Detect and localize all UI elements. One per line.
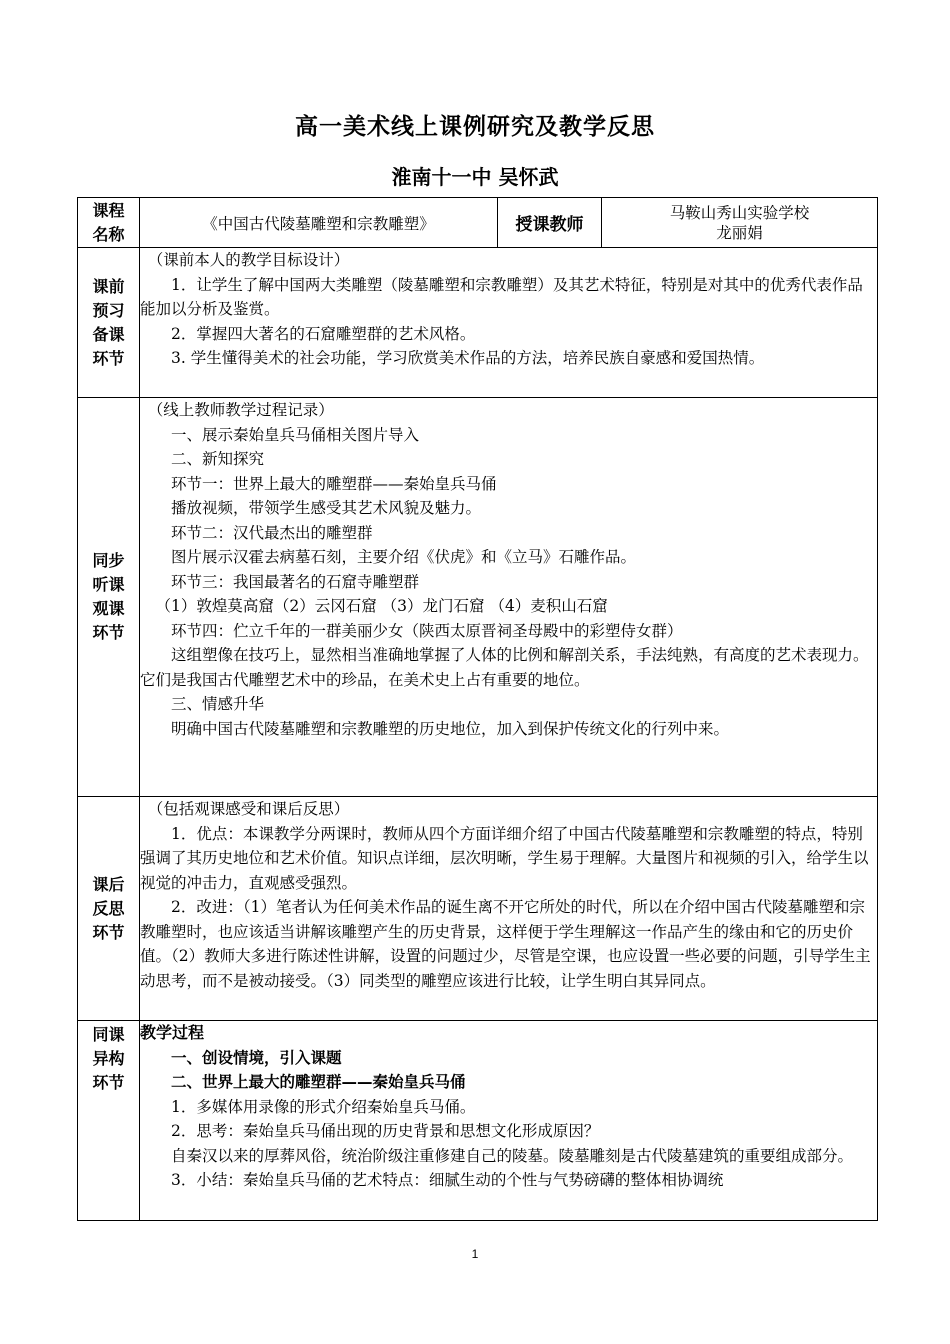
label-text: 课后 反思 环节 (92, 874, 125, 942)
paragraph: 环节一：世界上最大的雕塑群——秦始皇兵马俑 (171, 474, 497, 493)
label-text: 课前 预习 备课 环节 (92, 276, 125, 368)
document-title: 高一美术线上课例研究及教学反思 (295, 114, 655, 140)
reflection-content (140, 797, 878, 1021)
paragraph: 2．掌握四大著名的石窟雕塑群的艺术风格。 (171, 324, 476, 343)
label-observation (78, 398, 140, 797)
row-observation (78, 398, 878, 797)
paragraph: 图片展示汉霍去病墓石刻，主要介绍《伏虎》和《立马》石雕作品。 (171, 548, 637, 566)
variant-lesson-content (140, 1021, 878, 1221)
row-variant-lesson (78, 1021, 878, 1221)
paragraph: 一、展示秦始皇兵马俑相关图片导入 (171, 425, 420, 444)
row-course-info (78, 198, 878, 248)
paragraph: 1．多媒体用录像的形式介绍秦始皇兵马俑。 (171, 1097, 476, 1116)
paragraph: 播放视频，带领学生感受其艺术风貌及魅力。 (171, 499, 482, 517)
paragraph: 2．思考：秦始皇兵马俑出现的历史背景和思想文化形成原因？ (171, 1122, 600, 1140)
observation-content (140, 398, 878, 797)
label-text: 课程 名称 (92, 200, 125, 244)
section-heading: （课前本人的教学目标设计） (147, 251, 350, 269)
label-preview (78, 248, 140, 398)
section-heading: 教学过程 (140, 1023, 205, 1042)
paragraph: 明确中国古代陵墓雕塑和宗教雕塑的历史地位，加入到保护传统文化的行列中来。 (171, 719, 730, 738)
section-heading: （线上教师教学过程记录） (147, 401, 334, 419)
paragraph: 环节三：我国最著名的石窟寺雕塑群 (171, 572, 420, 591)
paragraph: 这组塑像在技巧上，显然相当准确地掌握了人体的比例和解剖关系，手法纯熟，有高度的艺术表现力。它们是我国古代雕塑艺术中的珍品，在美术史上占有重要的地位。 (140, 646, 869, 689)
paragraph: 1．让学生了解中国两大类雕塑（陵墓雕塑和宗教雕塑）及其艺术特征，特别是对其中的优秀代表作品能加以分析及鉴赏。 (140, 275, 863, 318)
paragraph: （1）敦煌莫高窟（2）云冈石窟 （3）龙门石窟 （4）麦积山石窟 (155, 597, 608, 615)
course-name-value: 《中国古代陵墓雕塑和宗教雕塑》 (140, 198, 498, 248)
label-course-name (78, 198, 140, 248)
paragraph: 2．改进：（1）笔者认为任何美术作品的诞生离不开它所处的时代，所以在介绍中国古代陵墓雕塑和宗教雕塑时，也应该适当讲解该雕塑产生的历史背景，这样便于学生理解这一作品产生的缘由和它的历史价值。（2）教师大多进行陈述性讲解，设置的问题过少，尽管是空课，也应设置一些必要的问题，引导学生主动思考，而不是被动接受。（3）同类型的雕塑应该进行比较，让学生明白其异同点。 (140, 898, 871, 990)
paragraph: 3．小结：秦始皇兵马俑的艺术特点：细腻生动的个性与气势磅礴的整体相协调统 (171, 1171, 724, 1189)
paragraph: 环节四：伫立千年的一群美丽少女（陕西太原晋祠圣母殿中的彩塑侍女群） (171, 621, 683, 640)
paragraph: 自秦汉以来的厚葬风俗，统治阶级注重修建自己的陵墓。陵墓雕刻是古代陵墓建筑的重要组成部分。 (171, 1146, 854, 1165)
row-reflection (78, 797, 878, 1021)
paragraph: 1．优点：本课教学分两课时，教师从四个方面详细介绍了中国古代陵墓雕塑和宗教雕塑的特点，特别强调了其历史地位和艺术价值。知识点详细，层次明晰，学生易于理解。大量图片和视频的引入，给学生以视觉的冲击力，直观感受强烈。 (140, 824, 869, 892)
teacher-value (602, 198, 878, 248)
page-number: 1 (471, 1247, 479, 1261)
section-heading: （包括观课感受和课后反思） (147, 800, 350, 818)
preview-content (140, 248, 878, 398)
label-teacher: 授课教师 (498, 198, 602, 248)
paragraph: 二、新知探究 (171, 450, 265, 468)
paragraph: 三、情感升华 (171, 695, 265, 713)
paragraph: 3. 学生懂得美术的社会功能，学习欣赏美术作品的方法，培养民族自豪感和爱国热情。 (171, 349, 765, 367)
teacher-school: 马鞍山秀山实验学校 (669, 203, 810, 222)
paragraph: 环节二：汉代最杰出的雕塑群 (171, 523, 373, 542)
label-reflection (78, 797, 140, 1021)
lesson-table (77, 197, 878, 1221)
teacher-name: 龙丽娟 (716, 223, 763, 242)
row-preview (78, 248, 878, 398)
subheading: 二、世界上最大的雕塑群——秦始皇兵马俑 (171, 1073, 466, 1091)
label-variant-lesson (78, 1021, 140, 1221)
label-text: 同步 听课 观课 环节 (92, 551, 125, 642)
subheading: 一、创设情境，引入课题 (171, 1048, 342, 1067)
document-author: 淮南十一中 吴怀武 (391, 165, 559, 189)
label-text: 同课 异构 环节 (92, 1025, 125, 1092)
